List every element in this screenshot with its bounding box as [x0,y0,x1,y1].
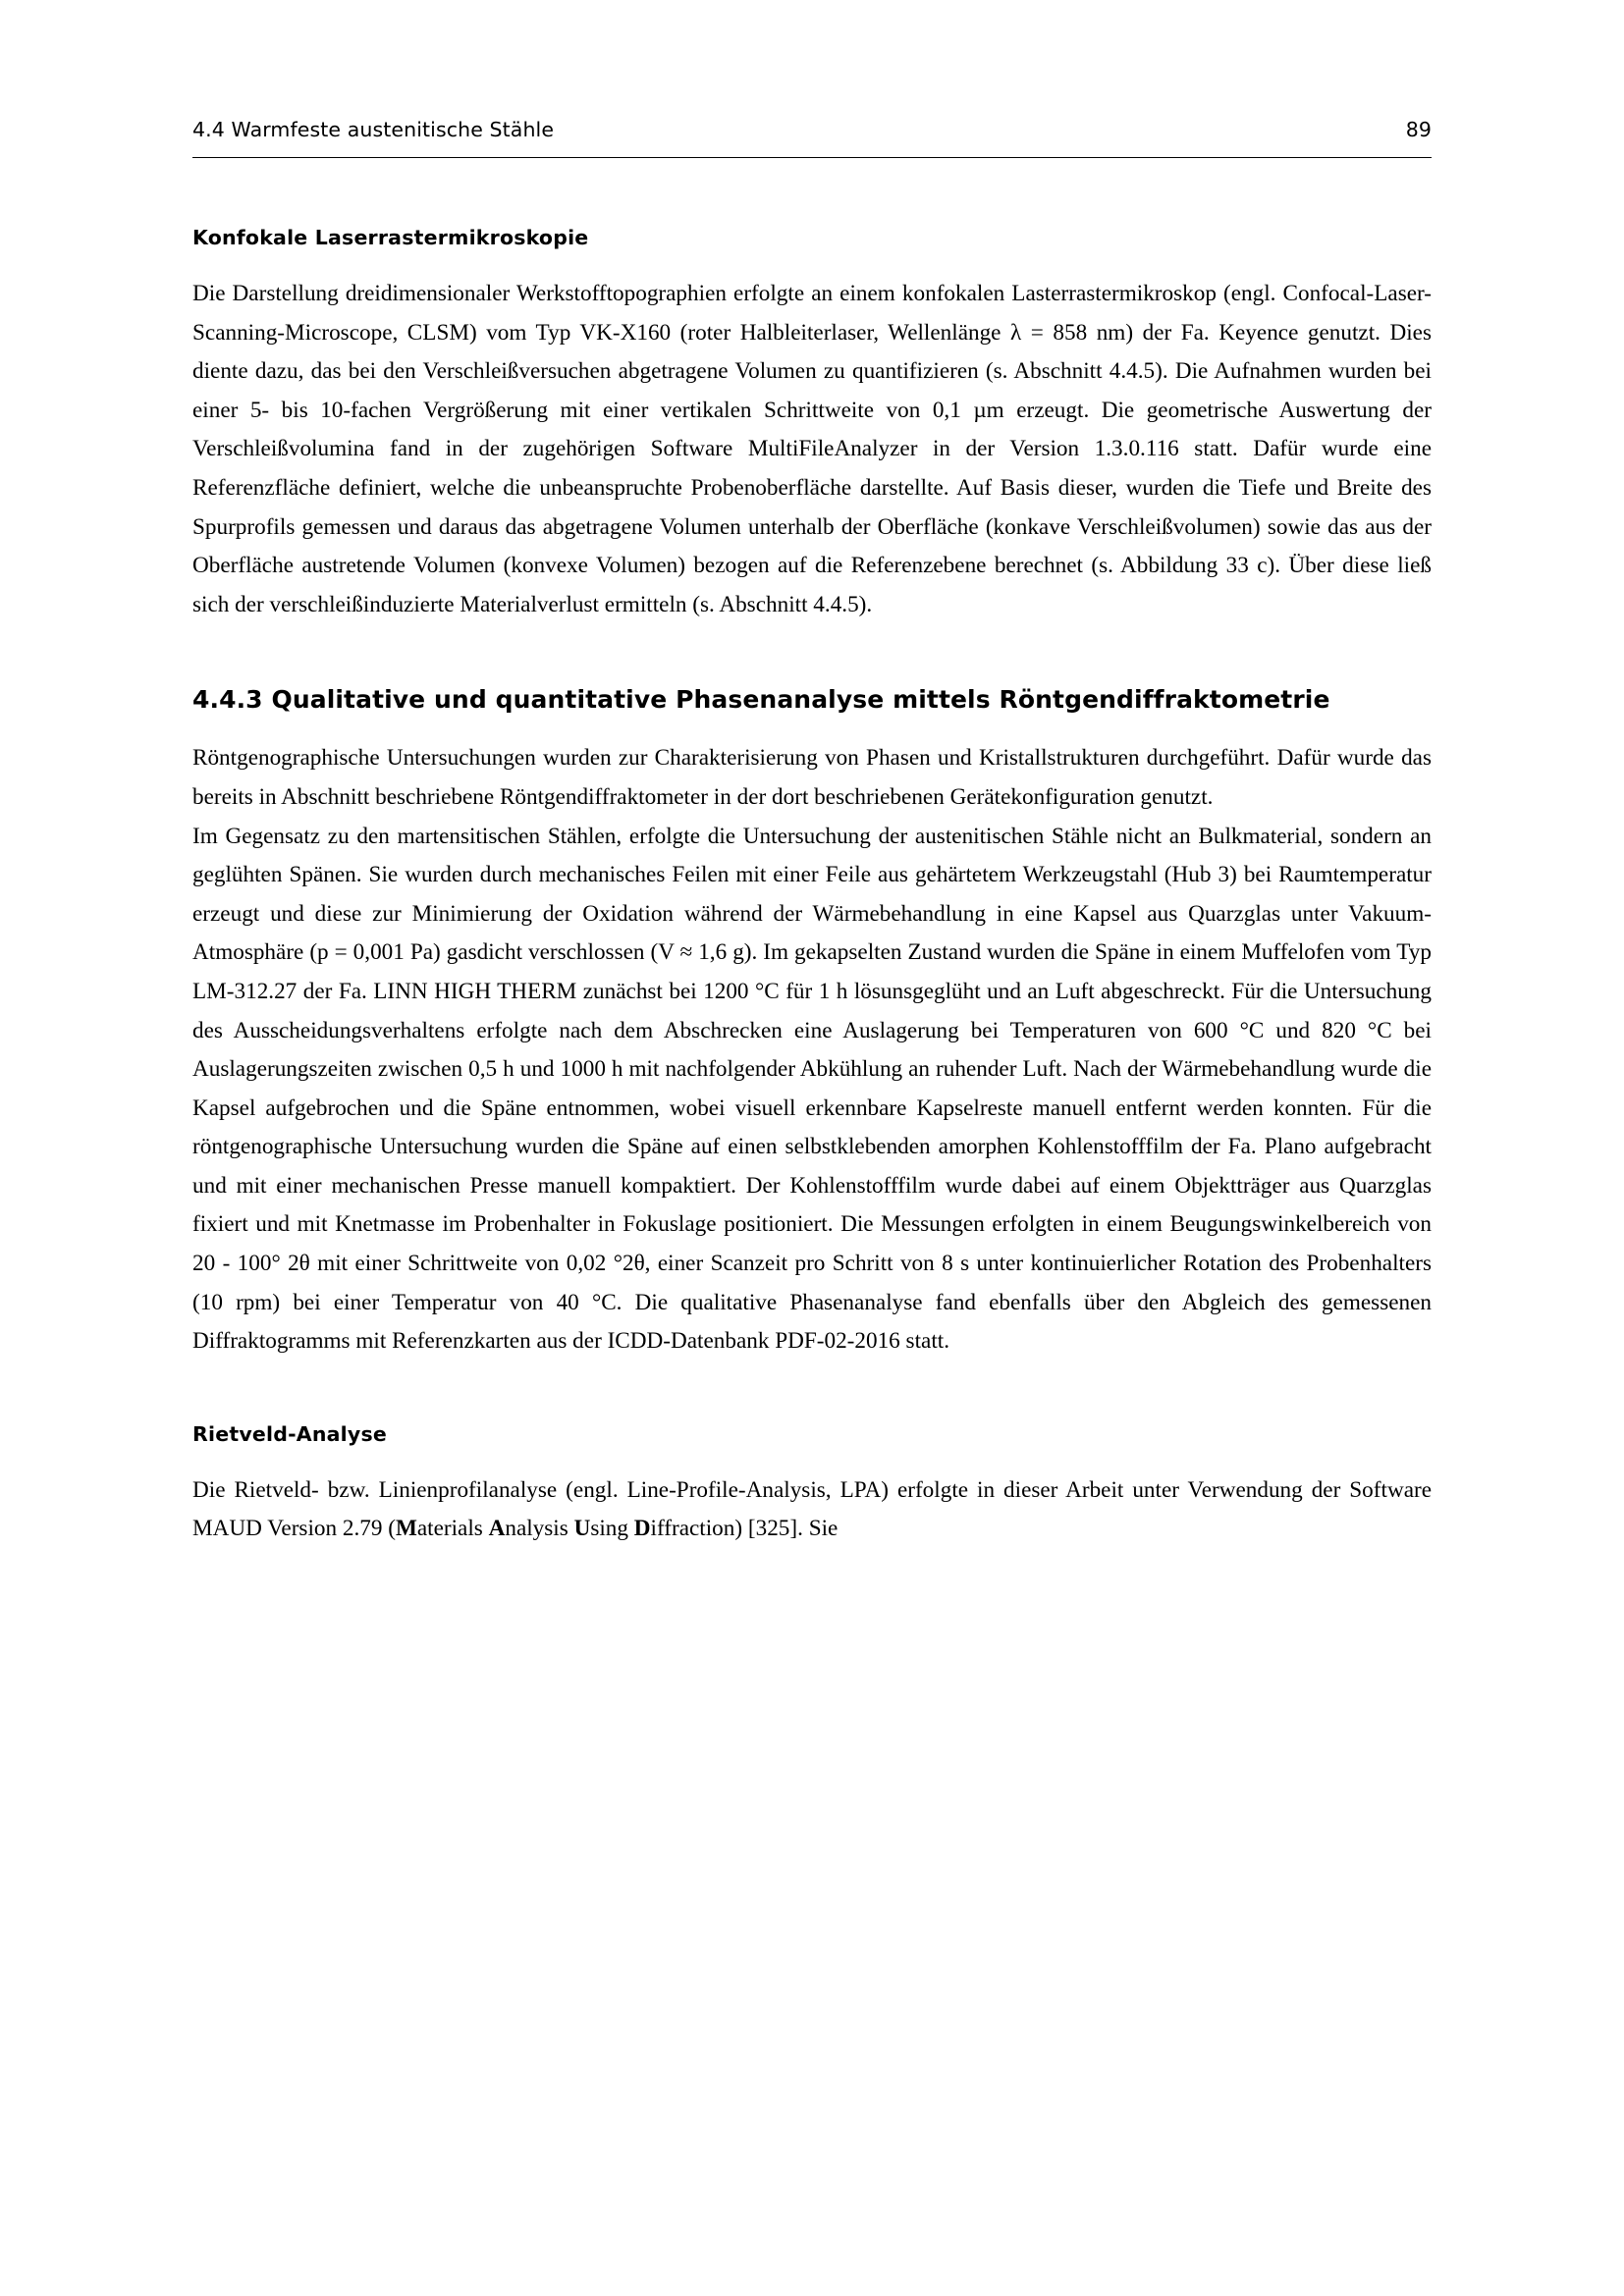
paragraph-roentgenographische: Röntgenographische Untersuchungen wurden zur Charakterisierung von Phasen und Kristallstrukturen durchgeführt. Dafür wurde das bereits in Abschnitt beschriebene Röntgendiffraktometer in der dort beschriebenen Gerätekonfiguration genutzt. [192,745,1432,810]
bold-u: U [573,1516,591,1542]
page-header [192,118,1432,141]
bold-a: A [488,1516,506,1542]
paragraph-clsm: Die Darstellung dreidimensionaler Werkstofftopographien erfolgte an einem konfokalen Lasterrastermikroskop (engl. Confocal-Laser-Scanning-Microscope, CLSM) vom Typ VK-X160 (roter Halbleiterlaser, Wellenlänge λ = 858 nm) der Fa. Keyence genutzt. Dies diente dazu, das bei den Verschleißversuchen abgetragene Volumen zu quantifizieren (s. Abschnitt 4.4.5). Die Aufnahmen wurden bei einer 5- bis 10-fachen Vergrößerung mit einer vertikalen Schrittweite von 0,1 µm erzeugt. Die geometrische Auswertung der Verschleißvolumina fand in der zugehörigen Software MultiFileAnalyzer in der Version 1.3.0.116 statt. Dafür wurde eine Referenzfläche definiert, welche die unbeanspruchte Probenoberfläche darstellte. Auf Basis dieser, wurden die Tiefe und Breite des Spurprofils gemessen und daraus das abgetragene Volumen unterhalb der Oberfläche (konkave Verschleißvolumen) sowie das aus der Oberfläche austretende Volumen (konvexe Volumen) bezogen auf die Referenzebene berechnet (s. Abbildung 33 c). Über diese ließ sich der verschleißinduzierte Materialverlust ermitteln (s. Abschnitt 4.4.5). [192,281,1432,617]
page-number: 89 [1405,118,1432,141]
subheading-konfokale-laserrastermikroskopie: Konfokale Laserrastermikroskopie [192,226,589,249]
page-content [192,226,1432,1549]
subheading-rietveld-analyse: Rietveld-Analyse [192,1421,387,1446]
spacer [192,1362,1432,1422]
bold-m: M [395,1516,417,1542]
rietveld-text-part2: ) [325]. Sie [734,1516,839,1542]
word-nalysis: nalysis [505,1516,574,1542]
header-divider [192,157,1432,158]
running-title: 4.4 Warmfeste austenitische Stähle [192,118,555,141]
word-iffraction: iffraction [650,1516,735,1542]
heading-4-4-3: 4.4.3 Qualitative und quantitative Phasenanalyse mittels Röntgendiffraktometrie [192,685,1330,715]
bold-d: D [633,1516,651,1542]
paragraph-rietveld [192,1471,1432,1549]
spacer [192,624,1432,685]
word-sing: sing [590,1516,634,1542]
word-aterials: aterials [416,1516,489,1542]
paragraph-im-gegensatz: Im Gegensatz zu den martensitischen Stählen, erfolgte die Untersuchung der austenitischen Stähle nicht an Bulkmaterial, sondern an geglühten Spänen. Sie wurden durch mechanisches Feilen mit einer Feile aus gehärtetem Werkzeugstahl (Hub 3) bei Raumtemperatur erzeugt und diese zur Minimierung der Oxidation während der Wärmebehandlung in eine Kapsel aus Quarzglas unter Vakuum-Atmosphäre (p = 0,001 Pa) gasdicht verschlossen (V ≈ 1,6 g). Im gekapselten Zustand wurden die Späne in einem Muffelofen vom Typ LM-312.27 der Fa. LINN HIGH THERM zunächst bei 1200 °C für 1 h lösunsgeglüht und an Luft abgeschreckt. Für die Untersuchung des Ausscheidungsverhaltens erfolgte nach dem Abschrecken eine Auslagerung bei Temperaturen von 600 °C und 820 °C bei Auslagerungszeiten zwischen 0,5 h und 1000 h mit nachfolgender Abkühlung an ruhender Luft. Nach der Wärmebehandlung wurde die Kapsel aufgebrochen und die Späne entnommen, wobei visuell erkennbare Kapselreste manuell entfernt werden konnten. Für die röntgenographische Untersuchung wurden die Späne auf einen selbstklebenden amorphen Kohlenstofffilm der Fa. Plano aufgebracht und mit einer mechanischen Presse manuell kompaktiert. Der Kohlenstofffilm wurde dabei auf einem Objektträger aus Quarzglas fixiert und mit Knetmasse im Probenhalter in Fokuslage positioniert. Die Messungen erfolgten in einem Beugungswinkelbereich von 20 - 100° 2θ mit einer Schrittweite von 0,02 °2θ, einer Scanzeit pro Schritt von 8 s unter kontinuierlicher Rotation des Probenhalters (10 rpm) bei einer Temperatur von 40 °C. Die qualitative Phasenanalyse fand ebenfalls über den Abgleich des gemessenen Diffraktogramms mit Referenzkarten aus der ICDD-Datenbank PDF-02-2016 statt. [192,823,1432,1355]
rietveld-text-part1: Die Rietveld- bzw. Linienprofilanalyse (engl. Line-Profile-Analysis, LPA) erfolgte in dieser Arbeit unter Verwendung der Software MAUD Version 2.79 ( [192,1476,1432,1542]
